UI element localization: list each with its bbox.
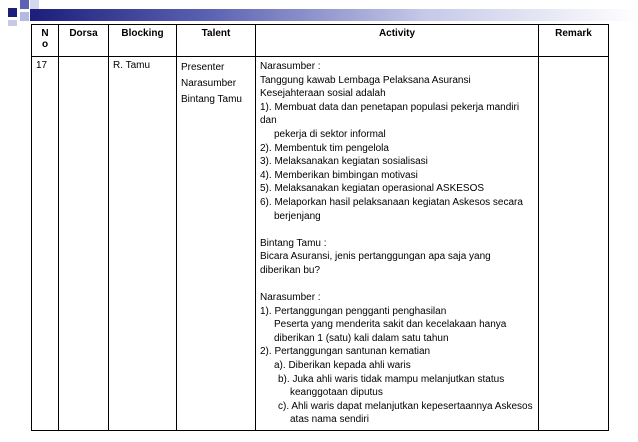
deco-square	[8, 20, 17, 26]
cell-remark	[539, 57, 609, 431]
header-dorsa: Dorsa	[59, 25, 109, 57]
deco-square	[30, 0, 39, 9]
activity-line: diberikan 1 (satu) kali dalam satu tahun	[274, 332, 449, 344]
activity-line: keanggotaan diputus	[290, 387, 383, 399]
activity-line: Bintang Tamu :	[260, 237, 327, 249]
activity-line: c). Ahli waris dapat melanjutkan kepesertaannya Askesos	[278, 400, 533, 412]
header-no	[32, 25, 59, 57]
activity-line: 6). Melaporkan hasil pelaksanaan kegiatan Askesos secara	[260, 196, 523, 208]
activity-line: Tanggung kawab Lembaga Pelaksana Asuransi Kesejahteraan sosial adalah	[260, 74, 471, 100]
activity-line: pekerja di sektor informal	[274, 128, 386, 140]
activity-gap	[260, 278, 534, 292]
activity-line: 4). Memberikan bimbingan motivasi	[260, 169, 418, 181]
table-row	[32, 57, 609, 431]
talent-item: Presenter	[181, 62, 225, 73]
cell-blocking: R. Tamu	[109, 57, 177, 431]
cell-dorsa	[59, 57, 109, 431]
deco-square	[20, 0, 29, 9]
activity-line: 1). Membuat data dan penetapan populasi pekerja mandiri dan	[260, 101, 520, 127]
header-row	[32, 25, 609, 57]
cell-activity	[256, 57, 539, 431]
activity-line: 2). Membentuk tim pengelola	[260, 142, 389, 154]
talent-item: Bintang Tamu	[181, 94, 242, 105]
activity-line: a). Diberikan kepada ahli waris	[274, 360, 411, 372]
activity-line: Peserta yang menderita sakit dan kecelakaan hanya	[274, 319, 507, 331]
cell-no: 17	[32, 57, 59, 431]
header-remark: Remark	[539, 25, 609, 57]
header-no-label: N o	[41, 28, 49, 50]
deco-square	[8, 8, 17, 17]
header-blocking: Blocking	[109, 25, 177, 57]
activity-line: Narasumber :	[260, 61, 321, 72]
activity-line: b). Juka ahli waris tidak mampu melanjutkan status	[278, 373, 505, 385]
talent-item: Narasumber	[181, 78, 237, 89]
activity-line: Narasumber :	[260, 292, 321, 304]
header-decoration	[0, 0, 638, 26]
activity-gap	[260, 223, 534, 237]
activity-line: berjenjang	[274, 210, 321, 222]
activity-line: 5). Melaksanakan kegiatan operasional ASKESOS	[260, 183, 485, 195]
activity-line: Bicara Asuransi, jenis pertanggungan apa saja yang diberikan bu?	[260, 251, 491, 276]
activity-line: atas nama sendiri	[290, 414, 369, 426]
deco-square	[20, 12, 29, 21]
header-activity: Activity	[256, 25, 539, 57]
deco-gradient-bar	[30, 9, 638, 21]
activity-line: 3). Melaksanakan kegiatan sosialisasi	[260, 156, 428, 168]
activity-line: 1). Pertanggungan pengganti penghasilan	[260, 305, 447, 317]
cell-talent	[177, 57, 256, 431]
activity-line: 2). Pertanggungan santunan kematian	[260, 346, 431, 358]
script-table	[31, 24, 609, 431]
header-talent: Talent	[177, 25, 256, 57]
